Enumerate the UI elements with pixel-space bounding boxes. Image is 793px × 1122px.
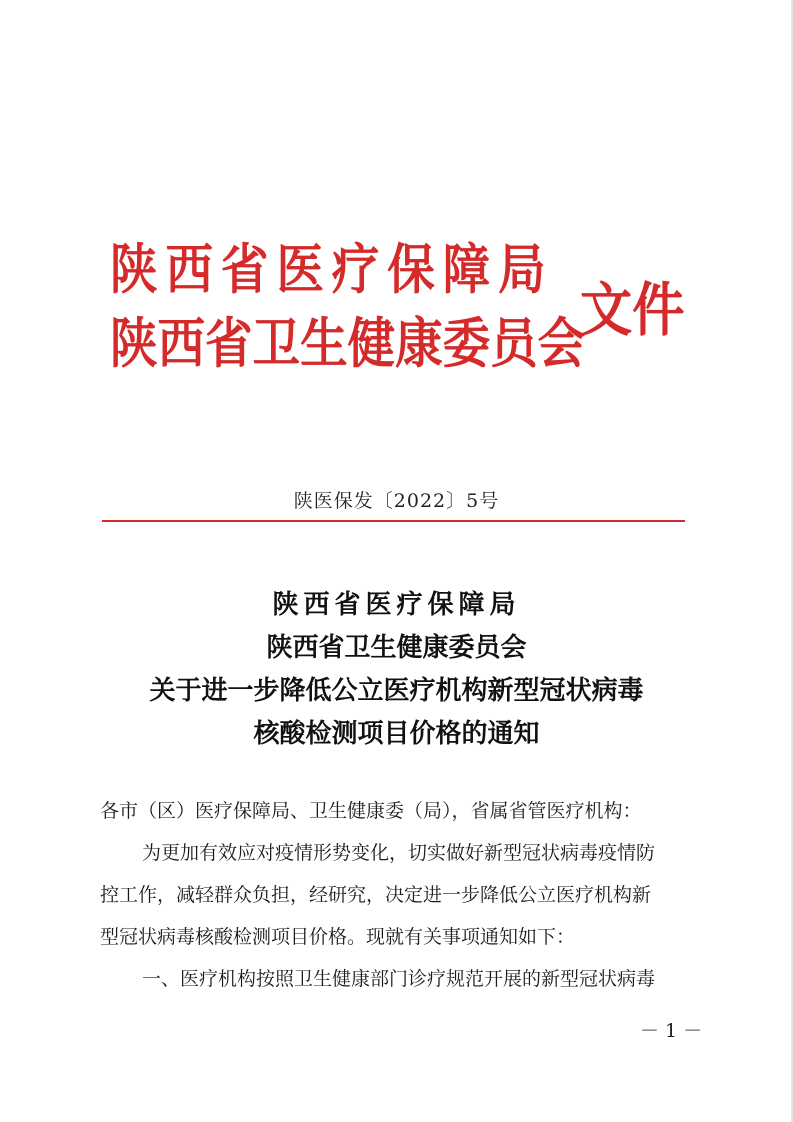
issuer-line-1: 陕西省医疗保障局 [110,238,554,301]
title-line-4: 核酸检测项目价格的通知 [253,719,540,749]
page-number: － 1 － [640,1020,703,1042]
issuer-line-2: 陕西省卫生健康委员会 [110,312,586,375]
red-masthead [110,240,690,390]
body-paragraph-1-line-3: 型冠状病毒核酸检测项目价格。现就有关事项通知如下： [100,926,576,948]
salutation: 各市（区）医疗保障局、卫生健康委（局），省属省管医疗机构： [100,800,642,822]
document-number: 陕医保发〔2022〕5号 [293,490,500,512]
document-type-label: 文件 [580,276,685,344]
red-separator-line [102,520,685,522]
document-title [0,584,793,756]
title-line-1: 陕西省医疗保障局 [272,590,521,620]
body-paragraph-1-line-2: 控工作，减轻群众负担，经研究，决定进一步降低公立医疗机构新 [100,884,652,906]
document-body [100,790,700,1000]
body-paragraph-2-line-1: 一、医疗机构按照卫生健康部门诊疗规范开展的新型冠状病毒 [142,968,656,990]
title-line-2: 陕西省卫生健康委员会 [266,633,527,663]
body-paragraph-1-line-1: 为更加有效应对疫情形势变化，切实做好新型冠状病毒疫情防 [142,842,656,864]
title-line-3: 关于进一步降低公立医疗机构新型冠状病毒 [149,676,644,706]
